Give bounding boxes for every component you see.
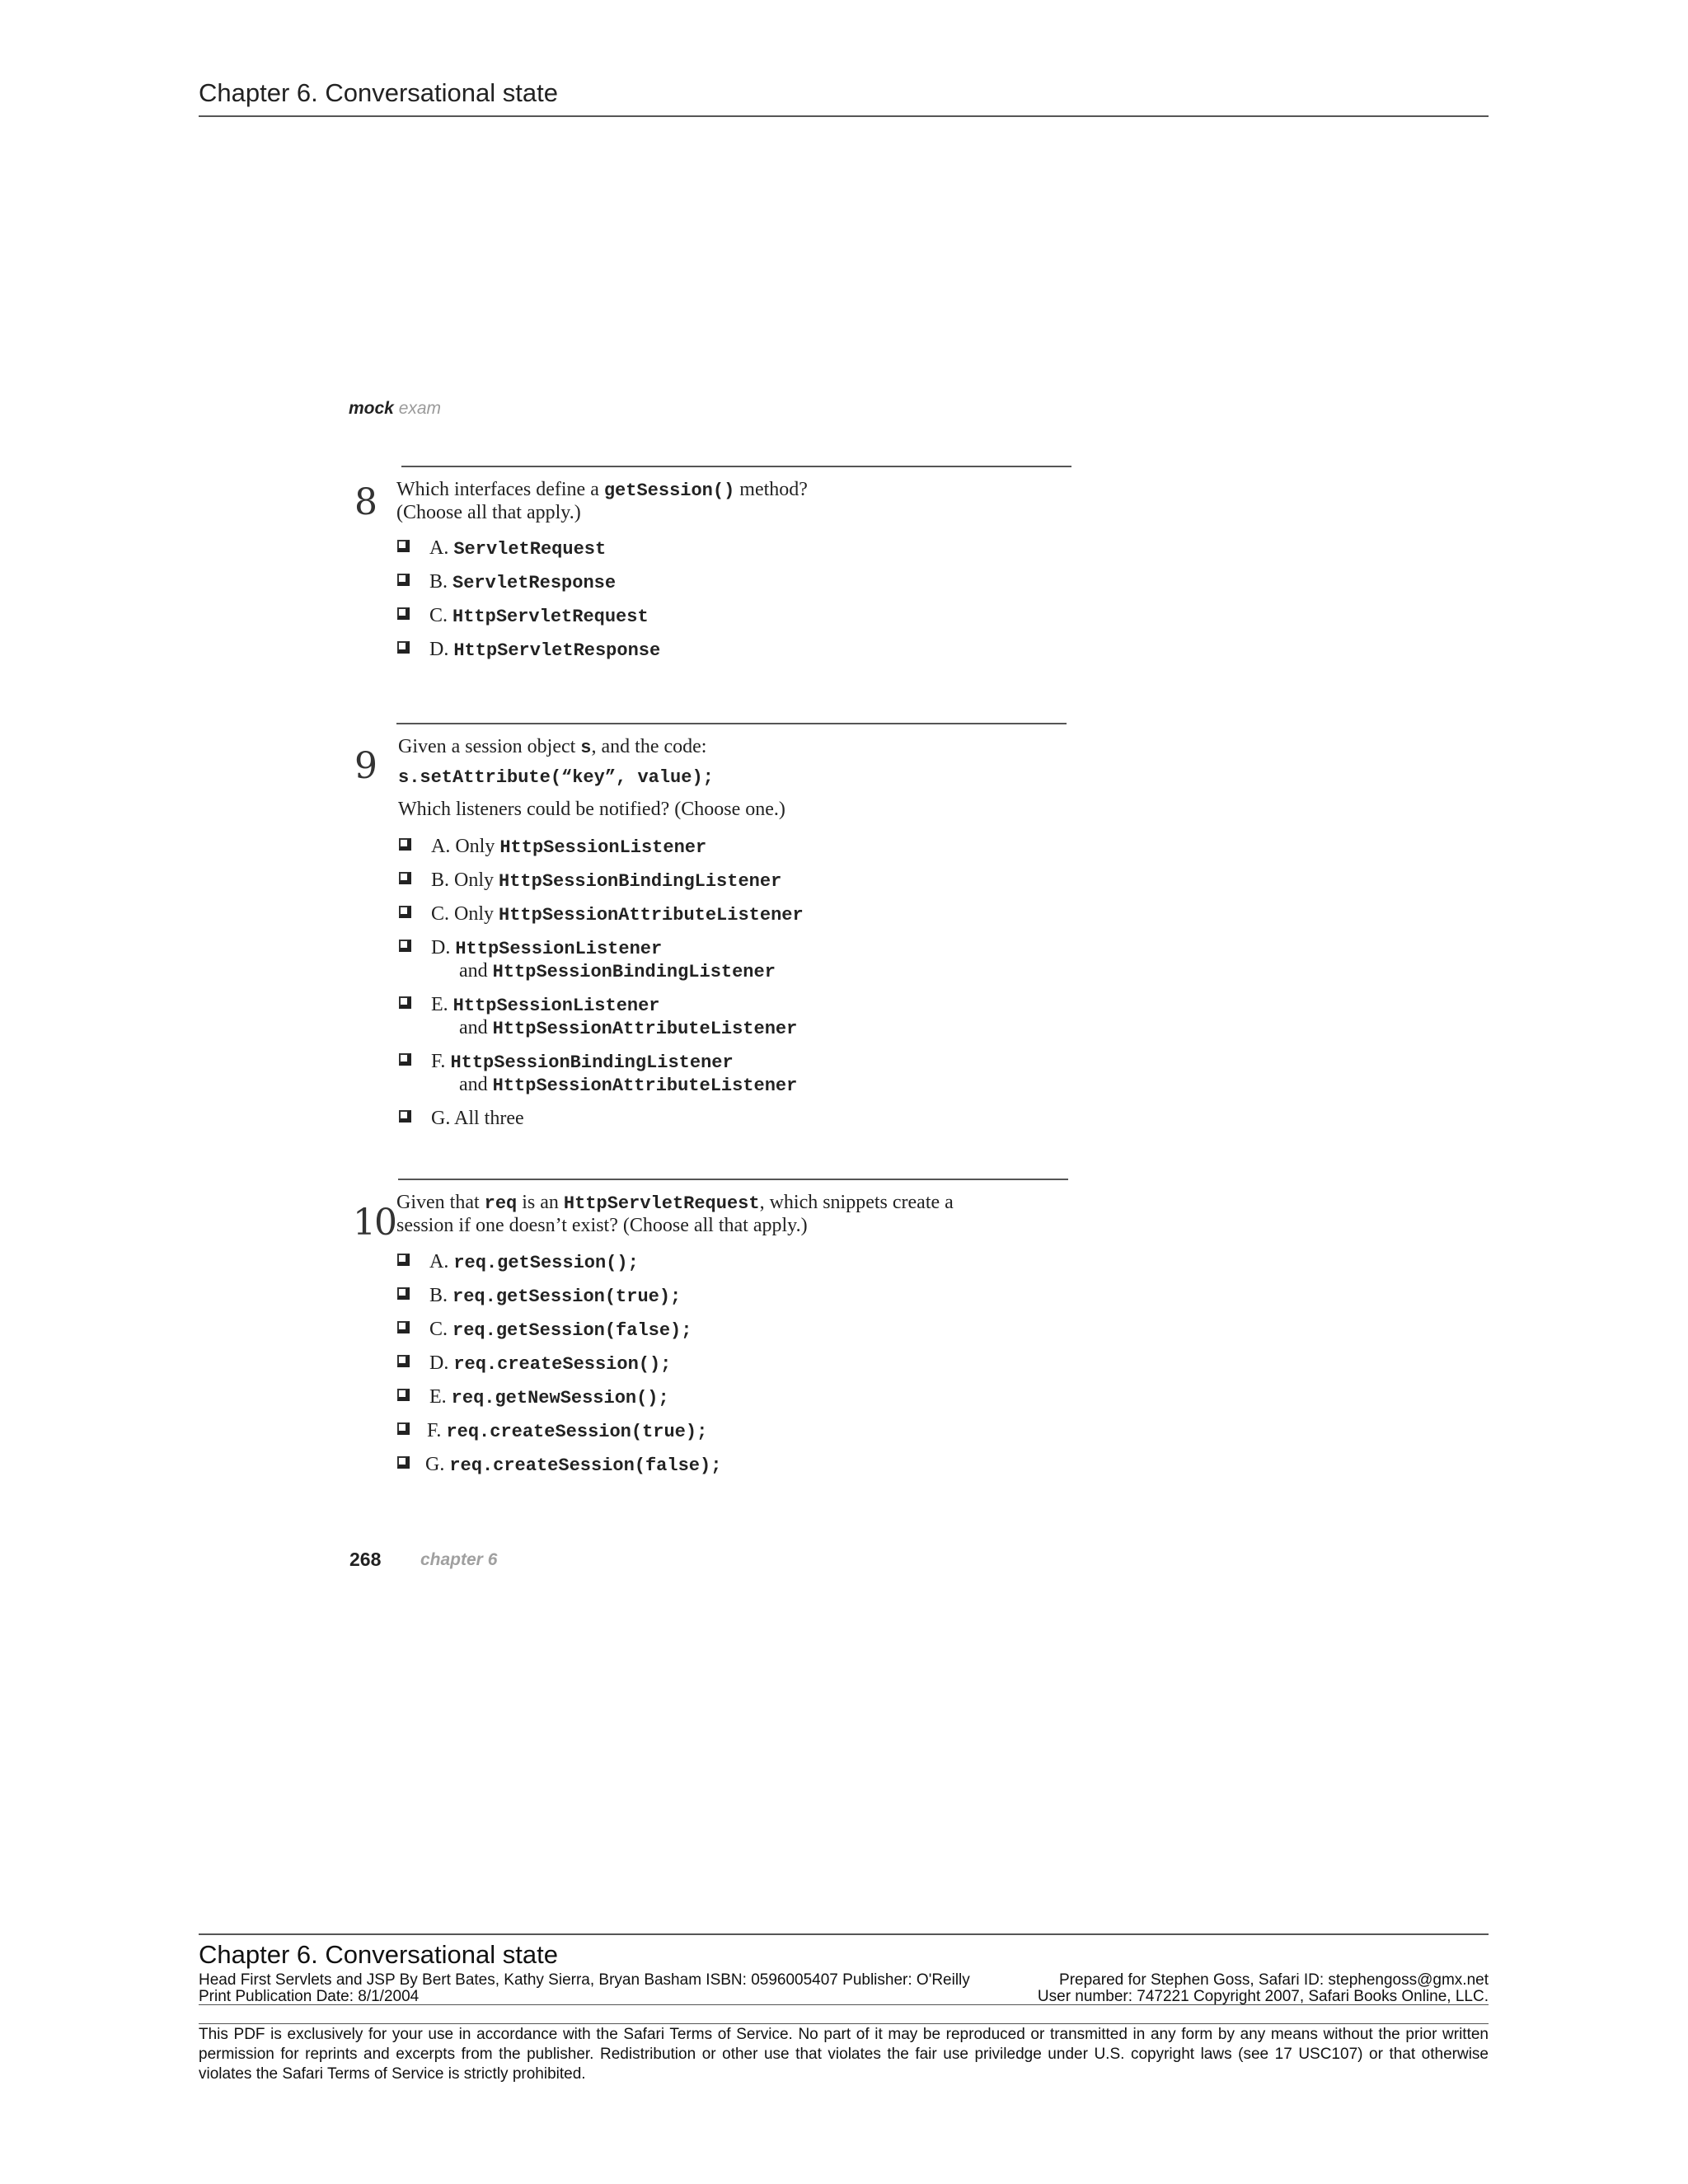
section-tag [349, 399, 441, 419]
question-code: getSession() [603, 480, 735, 501]
checkbox-icon[interactable] [397, 1254, 410, 1266]
question-text-part: is an [517, 1192, 564, 1213]
question-code: HttpServletRequest [563, 1193, 760, 1214]
checkbox-icon[interactable] [397, 641, 410, 654]
option-letter: A. [429, 1251, 454, 1272]
option-text: and [459, 960, 493, 982]
checkbox-icon[interactable] [397, 1355, 410, 1367]
code-snippet: s.setAttribute(“key”, value); [398, 767, 714, 788]
option-code: HttpSessionListener [452, 996, 660, 1016]
footer-rule [199, 1933, 1489, 1935]
option-code: HttpSessionListener [499, 837, 707, 858]
option-text: Only [455, 836, 500, 857]
question-text-part: , and the code: [591, 736, 707, 757]
option-letter: A. [431, 836, 456, 857]
option-code: HttpServletResponse [453, 640, 661, 661]
checkbox-icon[interactable] [397, 540, 410, 552]
checkbox-icon[interactable] [399, 940, 411, 952]
checkbox-icon[interactable] [397, 607, 410, 620]
question-number: 9 [354, 745, 376, 787]
question-text [396, 478, 808, 503]
question-instruction: (Choose all that apply.) [396, 502, 581, 523]
option-code: HttpServletRequest [452, 607, 649, 627]
question-divider [401, 466, 1071, 467]
option-letter: C. [429, 1319, 453, 1340]
question-text [396, 1191, 954, 1216]
checkbox-icon[interactable] [397, 574, 410, 586]
checkbox-icon[interactable] [397, 1422, 410, 1435]
prepared-for: Prepared for Stephen Goss, Safari ID: stephengoss@gmx.net [1059, 1971, 1489, 1989]
option-code: req.getSession(false); [452, 1320, 692, 1341]
footer-chapter-title: Chapter 6. Conversational state [199, 1940, 558, 1969]
option-letter: D. [431, 937, 456, 958]
question-number: 8 [354, 481, 376, 523]
question-code: req [484, 1193, 518, 1214]
option-text: and [459, 1074, 493, 1095]
option-letter: G. [431, 1108, 455, 1129]
option-letter: C. [431, 903, 455, 925]
option-code: req.createSession(false); [449, 1455, 722, 1476]
terms-notice: This PDF is exclusively for your use in accordance with the Safari Terms of Service. No part of it may be reproduced or transmitted in any form by any means without the prior written permission for reprints and excerpts from the publisher. Redistribution or other use that violates the fair use priviledge under U.S. copyright laws (see 17 USC107) or that otherwise violates the Safari Terms of Service is strictly prohibited. [199, 2026, 1489, 2083]
checkbox-icon[interactable] [397, 1389, 410, 1401]
section-tag-bold: mock [349, 399, 394, 418]
option-letter: F. [427, 1420, 447, 1441]
checkbox-icon[interactable] [399, 1053, 411, 1066]
question-intro [398, 735, 706, 760]
question-text-part: Given a session object [398, 736, 581, 757]
option-code: ServletResponse [452, 573, 617, 593]
option-text: Only [454, 903, 499, 925]
option-code: req.getSession(true); [452, 1286, 682, 1307]
checkbox-icon[interactable] [399, 838, 411, 851]
question-instruction: session if one doesn’t exist? (Choose all that apply.) [396, 1215, 808, 1236]
option-letter: D. [429, 1352, 454, 1374]
question-divider [396, 723, 1067, 724]
option-letter: B. [431, 869, 455, 891]
checkbox-icon[interactable] [399, 906, 411, 918]
option-code: HttpSessionBindingListener [492, 962, 776, 982]
option-code: req.getNewSession(); [451, 1388, 669, 1408]
option-letter: B. [429, 1285, 453, 1306]
chapter-title: Chapter 6. Conversational state [199, 78, 558, 107]
option-code: HttpSessionListener [455, 939, 663, 959]
option-letter: G. [425, 1454, 450, 1475]
page-number: 268 [349, 1549, 382, 1570]
question-text-part: Which interfaces define a [396, 479, 604, 500]
footer-rule [199, 2004, 1489, 2005]
option-text: All three [454, 1108, 524, 1129]
option-letter: A. [429, 537, 454, 559]
question-text-part: Given that [396, 1192, 485, 1213]
checkbox-icon[interactable] [399, 872, 411, 884]
option-letter: C. [429, 605, 453, 626]
question-divider [398, 1179, 1068, 1180]
option-letter: E. [429, 1386, 452, 1408]
question-code: s [580, 738, 592, 758]
question-number: 10 [353, 1202, 396, 1244]
option-letter: E. [431, 994, 453, 1015]
option-text: and [459, 1017, 493, 1038]
checkbox-icon[interactable] [397, 1456, 410, 1469]
footer-rule [199, 2023, 1489, 2024]
publication-date: Print Publication Date: 8/1/2004 [199, 1988, 420, 2005]
option-code: req.createSession(true); [446, 1422, 708, 1442]
option-code: HttpSessionBindingListener [499, 871, 782, 892]
option-code: ServletRequest [453, 539, 607, 560]
option-code: HttpSessionAttributeListener [492, 1076, 798, 1096]
user-number: User number: 747221 Copyright 2007, Safari Books Online, LLC. [1037, 1988, 1489, 2005]
option-code: req.createSession(); [453, 1354, 672, 1375]
option-code: HttpSessionAttributeListener [492, 1019, 798, 1039]
option-code: HttpSessionBindingListener [450, 1052, 734, 1073]
question-text-part: method? [734, 479, 808, 500]
checkbox-icon[interactable] [399, 996, 411, 1009]
option-code: HttpSessionAttributeListener [499, 905, 804, 926]
header-rule [199, 115, 1489, 117]
option-code: req.getSession(); [453, 1253, 639, 1273]
section-tag-light: exam [398, 399, 442, 418]
checkbox-icon[interactable] [397, 1321, 410, 1333]
option-text: Only [454, 869, 499, 891]
option-letter: B. [429, 571, 453, 593]
running-header [199, 78, 1489, 108]
question-text-part: , which snippets create a [759, 1192, 954, 1213]
question-prompt: Which listeners could be notified? (Choose one.) [398, 799, 785, 820]
book-info: Head First Servlets and JSP By Bert Bates, Kathy Sierra, Bryan Basham ISBN: 0596005407 Publisher: O'Reilly [199, 1971, 970, 1989]
page-chapter-label: chapter 6 [420, 1550, 498, 1569]
option-letter: F. [431, 1051, 451, 1072]
checkbox-icon[interactable] [399, 1110, 411, 1122]
checkbox-icon[interactable] [397, 1287, 410, 1300]
option-letter: D. [429, 639, 454, 660]
